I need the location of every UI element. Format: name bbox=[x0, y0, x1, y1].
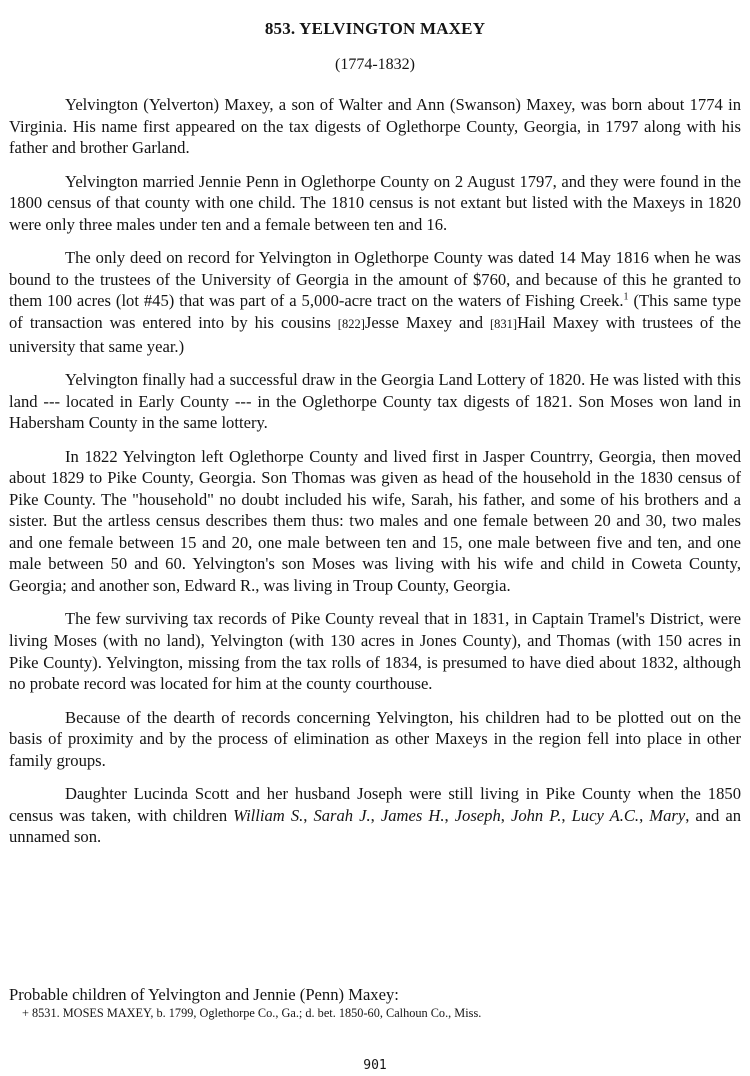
paragraph-tax-records: The few surviving tax records of Pike County reveal that in 1831, in Captain Tramel's District, were living Moses (with no land), Yelvington (with 130 acres in Jones County), and Thomas (with 150 acres in Pike County). Yelvington, missing from the tax rolls of 1834, is presumed to have died about 1832, although no probate record was located for him at the county courthouse. bbox=[9, 609, 741, 694]
paragraph-deed bbox=[9, 247, 741, 357]
page-number: 901 bbox=[363, 1058, 387, 1073]
paragraph-migration: In 1822 Yelvington left Oglethorpe County and lived first in Jasper Countrry, Georgia, then moved about 1829 to Pike County, Georgia. Son Thomas was given as head of the household in the 1830 census of Pike County. The "household" no doubt included his wife, Sarah, his father, and some of his brothers and a sister. But the artless census describes them thus: two males and one female between 20 and 30, two males and one female between 15 and 20, one male between ten and 15, one male between five and ten, and one male between 50 and 60. Yelvington's son Moses was living with his wife and child in Coweta County, Georgia; and another son, Edward R., was living in Troup County, Georgia. bbox=[9, 446, 741, 596]
separator: , bbox=[500, 805, 511, 825]
lucinda-text-b: , and an unnamed son. bbox=[9, 805, 742, 847]
separator: , bbox=[561, 805, 572, 825]
separator: , bbox=[303, 805, 314, 825]
child-name: Joseph bbox=[454, 805, 501, 825]
deed-text-c: Jesse Maxey and bbox=[364, 312, 490, 332]
biography-body bbox=[9, 94, 741, 860]
paragraph-daughter-lucinda bbox=[9, 783, 741, 848]
child-name: Mary bbox=[649, 805, 686, 825]
children-heading: Probable children of Yelvington and Jennie (Penn) Maxey: bbox=[9, 985, 399, 1004]
paragraph-marriage: Yelvington married Jennie Penn in Oglethorpe County on 2 August 1797, and they were found in the 1800 census of that county with one child. The 1810 census is not extant but listed with the Maxeys in 1820 were only three males under ten and a female between ten and 16. bbox=[9, 171, 741, 234]
deed-text-a: The only deed on record for Yelvington in Oglethorpe County was dated 14 May 1816 when he was bound to the trustees of the University of Georgia in the amount of $760, and because of this he granted to them 100 acres (lot #45) that was part of a 5,000-acre tract on the waters of Fishing Creek. bbox=[9, 248, 741, 311]
separator: , bbox=[370, 805, 381, 825]
separator: , bbox=[639, 805, 650, 825]
paragraph-records-dearth: Because of the dearth of records concerning Yelvington, his children had to be plotted out on the basis of proximity and by the process of elimination as other Maxeys in the region fell into place in other family groups. bbox=[9, 707, 741, 770]
child-name: Sarah J. bbox=[313, 805, 371, 825]
separator: , bbox=[444, 805, 455, 825]
cross-reference-831: [831] bbox=[490, 316, 518, 331]
child-name: James H. bbox=[380, 805, 445, 825]
lucinda-text-a: Daughter Lucinda Scott and her husband Joseph were still living in Pike County when the 1850 census was taken, with children bbox=[9, 784, 741, 825]
child-name: Lucy A.C. bbox=[571, 805, 640, 825]
paragraph-origin: Yelvington (Yelverton) Maxey, a son of Walter and Ann (Swanson) Maxey, was born about 1774 in Virginia. His name first appeared on the tax digests of Oglethorpe County, Georgia, in 1797 along with his father and brother Garland. bbox=[9, 95, 741, 158]
child-name: John P. bbox=[510, 805, 562, 825]
child-name: William S. bbox=[233, 805, 304, 825]
paragraph-land-lottery: Yelvington finally had a successful draw in the Georgia Land Lottery of 1820. He was listed with this land --- located in Early County --- in the Oglethorpe County tax digests of 1821. Son Moses won land in Habersham County in the same lottery. bbox=[9, 369, 741, 433]
footnote-marker: 1 bbox=[623, 291, 629, 303]
child-entry-moses: + 8531. MOSES MAXEY, b. 1799, Oglethorpe Co., Ga.; d. bet. 1850-60, Calhoun Co., Miss. bbox=[22, 1006, 482, 1020]
cross-reference-822: [822] bbox=[337, 316, 365, 331]
life-dates: (1774-1832) bbox=[335, 56, 415, 73]
deed-text-d: Hail Maxey with trustees of the university that same year.) bbox=[9, 312, 741, 356]
deed-text-b: (This same type of transaction was entered into by his cousins bbox=[9, 291, 741, 332]
page-title: 853. YELVINGTON MAXEY bbox=[264, 19, 486, 38]
